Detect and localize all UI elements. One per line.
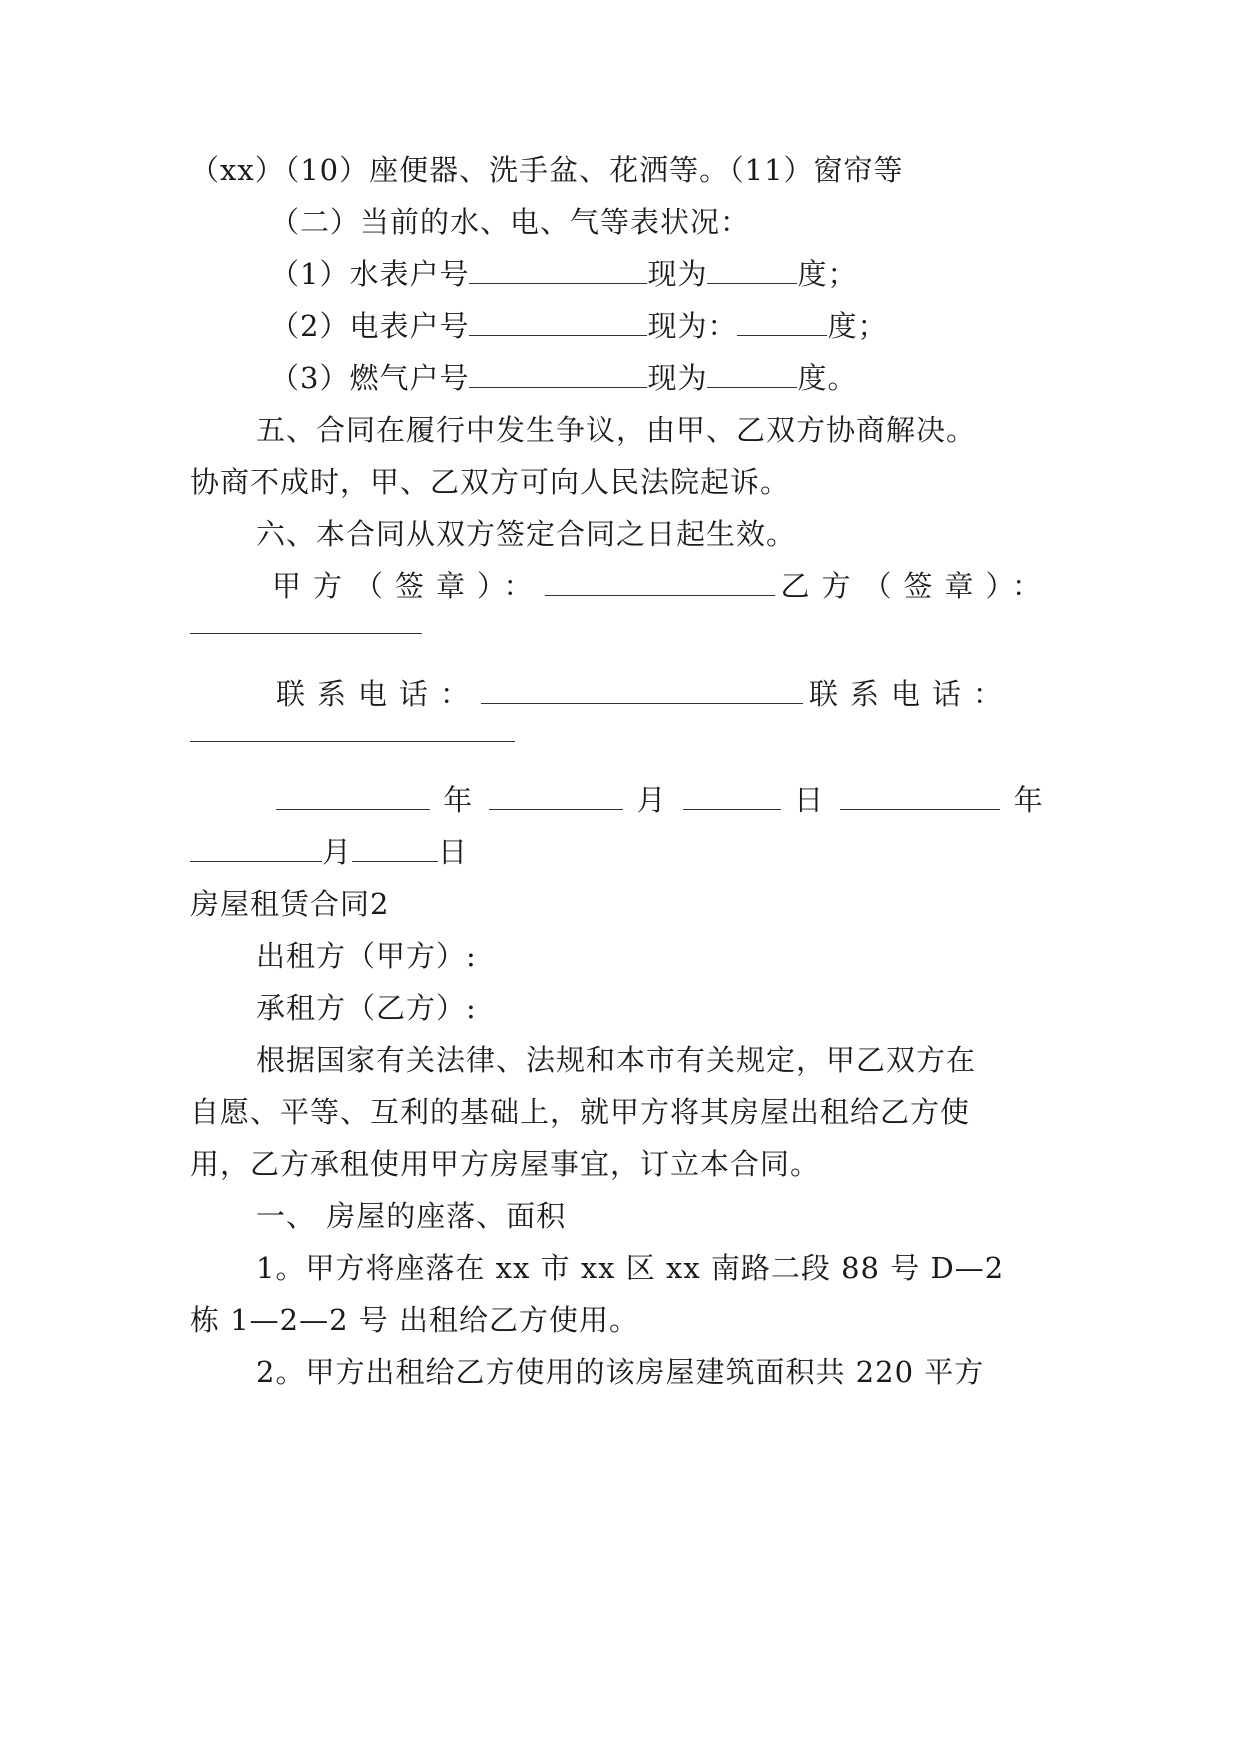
party-b-signature-blank: [190, 632, 422, 634]
party-a-phone-blank: [481, 681, 803, 704]
date-a-day-label: 日: [794, 783, 828, 817]
date-b-month-blank: [190, 839, 322, 862]
electric-meter-reading-label: 现为：: [647, 309, 738, 343]
contract-2-title: 房屋租赁合同2: [190, 887, 390, 921]
water-meter-number-blank: [469, 261, 647, 284]
water-meter-reading-label: 现为: [647, 257, 708, 291]
electric-meter-unit: 度；: [827, 309, 888, 343]
date-b-day-label: 日: [438, 835, 469, 869]
electric-meter-line: [270, 308, 887, 344]
party-a-signature-blank: [545, 573, 775, 596]
electric-meter-reading-blank: [737, 313, 827, 336]
gas-meter-reading-label: 现为: [647, 361, 708, 395]
date-line-2: [190, 834, 468, 870]
date-a-year-label: 年: [443, 783, 477, 817]
date-b-year-blank: [840, 787, 1000, 810]
furniture-list-line: （xx）（10）座便器、洗手盆、花洒等。（11）窗帘等: [190, 153, 904, 187]
lessee-line: 承租方（乙方）:: [256, 991, 477, 1025]
party-a-phone-label: 联系电话：: [276, 677, 482, 711]
gas-meter-number-blank: [469, 365, 647, 388]
intro-line-2: 自愿、平等、互利的基础上，就甲方将其房屋出租给乙方使: [190, 1095, 971, 1129]
electric-meter-label: （2）电表户号: [270, 309, 470, 343]
clause-5-line-1: 五、合同在履行中发生争议，由甲、乙双方协商解决。: [256, 413, 977, 447]
water-meter-line: [270, 256, 857, 292]
date-a-month-label: 月: [636, 783, 670, 817]
party-b-signature-label: 乙方（签章）：: [780, 569, 1054, 603]
party-b-phone-label: 联系电话：: [809, 677, 1015, 711]
date-line-1: [276, 782, 1047, 818]
water-meter-reading-blank: [707, 261, 797, 284]
item-2-line-1: 2。甲方出租给乙方使用的该房屋建筑面积共 220 平方: [256, 1355, 985, 1389]
gas-meter-line: [270, 360, 857, 396]
date-a-day-blank: [683, 787, 781, 810]
lessor-line: 出租方（甲方）:: [256, 939, 477, 973]
item-1-line-2: 栋 1—2—2 号 出租给乙方使用。: [190, 1303, 640, 1337]
gas-meter-unit: 度。: [797, 361, 858, 395]
phone-line: [276, 676, 1014, 712]
date-b-year-label: 年: [1013, 783, 1047, 817]
gas-meter-label: （3）燃气户号: [270, 361, 470, 395]
water-meter-unit: 度；: [797, 257, 858, 291]
date-a-year-blank: [276, 787, 430, 810]
gas-meter-reading-blank: [707, 365, 797, 388]
item-1-line-1: 1。甲方将座落在 xx 市 xx 区 xx 南路二段 88 号 D—2: [256, 1251, 1005, 1285]
party-b-phone-blank: [190, 740, 515, 742]
intro-line-3: 用，乙方承租使用甲方房屋事宜，订立本合同。: [190, 1147, 821, 1181]
water-meter-label: （1）水表户号: [270, 257, 470, 291]
date-b-day-blank: [352, 839, 438, 862]
date-a-month-blank: [489, 787, 623, 810]
meter-status-heading: （二）当前的水、电、气等表状况：: [270, 205, 751, 239]
signature-line: [272, 568, 1053, 604]
intro-line-1: 根据国家有关法律、法规和本市有关规定，甲乙双方在: [256, 1043, 977, 1077]
clause-6: 六、本合同从双方签定合同之日起生效。: [256, 517, 797, 551]
date-b-month-label: 月: [322, 835, 353, 869]
electric-meter-number-blank: [469, 313, 647, 336]
party-a-signature-label: 甲方（签章）：: [272, 569, 545, 603]
clause-5-line-2: 协商不成时，甲、乙双方可向人民法院起诉。: [190, 465, 791, 499]
section-1-heading: 一、 房屋的座落、面积: [256, 1199, 567, 1233]
